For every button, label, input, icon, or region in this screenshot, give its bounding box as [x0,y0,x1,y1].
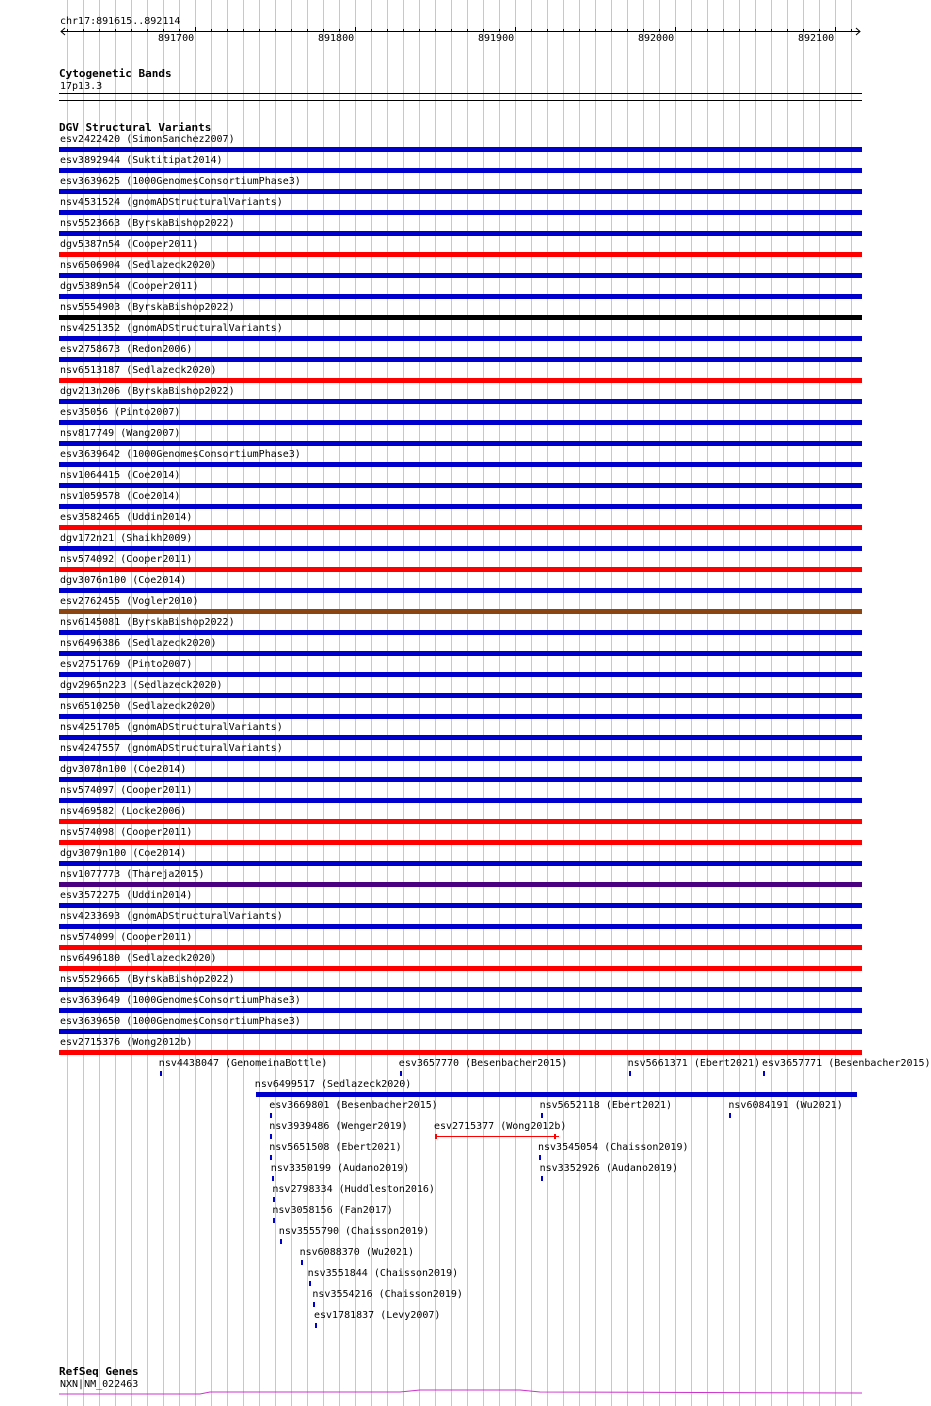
dgv-feature-bar[interactable] [270,1155,272,1160]
dgv-feature-label[interactable]: nsv6510250 (Sedlazeck2020) [60,701,217,712]
dgv-feature-bar[interactable] [59,1008,862,1013]
dgv-feature-bar[interactable] [59,714,862,719]
dgv-feature-bar[interactable] [273,1197,275,1202]
dgv-feature-bar[interactable] [270,1134,272,1139]
dgv-feature-bar[interactable] [59,483,862,488]
dgv-feature-bar[interactable] [59,777,862,782]
dgv-feature-label[interactable]: esv2715376 (Wong2012b) [60,1037,193,1048]
dgv-feature-label[interactable]: dgv3078n100 (Coe2014) [60,764,187,775]
dgv-feature-bar[interactable] [280,1239,282,1244]
dgv-feature-label[interactable]: esv3669801 (Besenbacher2015) [269,1100,438,1111]
dgv-feature-bar[interactable] [59,588,862,593]
dgv-feature-label[interactable]: esv2422420 (SimonSanchez2007) [60,134,235,145]
dgv-feature-label[interactable]: esv1781837 (Levy2007) [314,1310,441,1321]
dgv-feature-label[interactable]: nsv4531524 (gnomADStructuralVariants) [60,197,283,208]
dgv-feature-bar[interactable] [59,378,862,383]
dgv-feature-bar[interactable] [541,1113,543,1118]
dgv-feature-bar[interactable] [59,441,862,446]
dgv-feature-bar[interactable] [315,1323,317,1328]
dgv-track-title[interactable]: DGV Structural Variants [59,121,212,134]
dgv-feature-label[interactable]: nsv817749 (Wang2007) [60,428,181,439]
dgv-feature-label[interactable]: nsv4251352 (gnomADStructuralVariants) [60,323,283,334]
dgv-feature-bar[interactable] [59,924,862,929]
dgv-feature-label[interactable]: nsv1059578 (Coe2014) [60,491,181,502]
dgv-feature-label[interactable]: nsv5661371 (Ebert2021) [627,1058,761,1069]
dgv-feature-label[interactable]: nsv6506904 (Sedlazeck2020) [60,260,217,271]
dgv-feature-label[interactable]: nsv574092 (Cooper2011) [60,554,193,565]
dgv-feature-bar[interactable] [59,546,862,551]
dgv-feature-label[interactable]: nsv6496180 (Sedlazeck2020) [60,953,217,964]
dgv-feature-bar[interactable] [59,735,862,740]
dgv-feature-label[interactable]: esv3639625 (1000GenomesConsortiumPhase3) [60,176,301,187]
dgv-feature-label[interactable]: dgv5389n54 (Cooper2011) [60,281,199,292]
dgv-feature-label[interactable]: nsv3350199 (Audano2019) [270,1163,410,1174]
dgv-feature-bar[interactable] [59,357,862,362]
dgv-feature-label[interactable]: nsv6496386 (Sedlazeck2020) [60,638,217,649]
dgv-feature-label[interactable]: nsv4251705 (gnomADStructuralVariants) [60,722,283,733]
cytoband-divider [59,93,862,94]
dgv-feature-bar[interactable] [59,147,862,152]
dgv-feature-bar[interactable] [400,1071,402,1076]
ruler-tick-label: 891900 [478,33,515,44]
dgv-feature-label[interactable]: dgv3076n100 (Coe2014) [60,575,187,586]
dgv-feature-bar[interactable] [59,504,862,509]
dgv-feature-label[interactable]: esv3639650 (1000GenomesConsortiumPhase3) [60,1016,301,1027]
region-label: chr17:891615..892114 [60,16,181,27]
cytoband-label[interactable]: 17p13.3 [60,81,103,92]
dgv-feature-label[interactable]: nsv3551844 (Chaisson2019) [307,1268,459,1279]
dgv-feature-bar[interactable] [59,252,862,257]
dgv-feature-bar[interactable] [729,1113,731,1118]
dgv-feature-label[interactable]: nsv6499517 (Sedlazeck2020) [254,1079,412,1090]
dgv-feature-label[interactable]: nsv6088370 (Wu2021) [299,1247,414,1258]
dgv-feature-label[interactable]: nsv6084191 (Wu2021) [728,1100,843,1111]
dgv-feature-label[interactable]: esv35056 (Pinto2007) [60,407,181,418]
refseq-track-title[interactable]: RefSeq Genes [59,1365,139,1378]
dgv-feature-label[interactable]: esv3639642 (1000GenomesConsortiumPhase3) [60,449,301,460]
dgv-feature-label[interactable]: esv3892944 (Suktitipat2014) [60,155,223,166]
dgv-feature-bar[interactable] [59,420,862,425]
dgv-feature-label[interactable]: nsv5554903 (ByrskaBishop2022) [60,302,235,313]
ruler-tick-label: 891700 [158,33,195,44]
dgv-feature-label[interactable]: esv2758673 (Redon2006) [60,344,193,355]
dgv-feature-label[interactable]: esv3657771 (Besenbacher2015) [762,1058,931,1069]
dgv-feature-bar[interactable] [256,1092,858,1097]
dgv-feature-label[interactable]: nsv3352926 (Audano2019) [539,1163,679,1174]
dgv-feature-bar[interactable] [435,1136,559,1137]
dgv-feature-bar[interactable] [59,1029,862,1034]
dgv-feature-label[interactable]: nsv5529665 (ByrskaBishop2022) [60,974,235,985]
dgv-feature-label[interactable]: nsv3939486 (Wenger2019) [269,1121,408,1132]
dgv-feature-label[interactable]: nsv6513187 (Sedlazeck2020) [60,365,217,376]
dgv-feature-bar[interactable] [59,630,862,635]
dgv-feature-bar[interactable] [59,567,862,572]
cytoband-track-title[interactable]: Cytogenetic Bands [59,67,172,80]
dgv-feature-bar[interactable] [160,1071,162,1076]
dgv-feature-bar[interactable] [59,756,862,761]
dgv-feature-bar[interactable] [59,315,862,320]
dgv-feature-bar[interactable] [59,294,862,299]
dgv-feature-label[interactable]: nsv3554216 (Chaisson2019) [312,1289,463,1300]
ruler-tick-label: 892100 [798,33,835,44]
dgv-feature-bar[interactable] [539,1155,541,1160]
dgv-feature-label[interactable]: nsv3545054 (Chaisson2019) [538,1142,689,1153]
dgv-feature-bar[interactable] [59,861,862,866]
dgv-feature-bar[interactable] [59,336,862,341]
dgv-feature-bar[interactable] [59,609,862,614]
dgv-feature-label[interactable]: dgv2965n223 (Sedlazeck2020) [60,680,223,691]
dgv-feature-label[interactable]: esv3657770 (Besenbacher2015) [398,1058,568,1069]
dgv-feature-label[interactable]: esv3582465 (Uddin2014) [60,512,193,523]
dgv-feature-bar[interactable] [59,693,862,698]
dgv-feature-bar[interactable] [59,882,862,887]
dgv-feature-label[interactable]: nsv4438047 (GenomeinaBottle) [158,1058,328,1069]
dgv-feature-label[interactable]: nsv574098 (Cooper2011) [60,827,193,838]
refseq-gene-label[interactable]: NXN|NM_022463 [60,1379,139,1390]
dgv-feature-label[interactable]: esv2762455 (Vogler2010) [60,596,199,607]
ruler-tick-label: 892000 [638,33,675,44]
dgv-feature-bar[interactable] [59,231,862,236]
dgv-feature-label[interactable]: esv2715377 (Wong2012b) [434,1121,567,1132]
dgv-feature-bar[interactable] [313,1302,315,1307]
dgv-feature-bar[interactable] [59,798,862,803]
dgv-feature-label[interactable]: nsv469582 (Locke2006) [60,806,187,817]
dgv-feature-bar[interactable] [59,399,862,404]
dgv-feature-label[interactable]: nsv3555790 (Chaisson2019) [278,1226,430,1237]
dgv-feature-bar[interactable] [59,819,862,824]
dgv-feature-bar[interactable] [273,1218,275,1223]
dgv-feature-label[interactable]: dgv172n21 (Shaikh2009) [60,533,193,544]
dgv-feature-label[interactable]: nsv5523663 (ByrskaBishop2022) [60,218,235,229]
dgv-feature-bar[interactable] [59,651,862,656]
cytoband-divider-bottom [59,100,862,101]
dgv-feature-bar[interactable] [309,1281,311,1286]
dgv-feature-bar[interactable] [59,525,862,530]
dgv-feature-label[interactable]: nsv1077773 (Thareja2015) [60,869,205,880]
ruler-tick-label: 891800 [318,33,355,44]
dgv-feature-bar[interactable] [59,462,862,467]
dgv-feature-label[interactable]: esv3639649 (1000GenomesConsortiumPhase3) [60,995,301,1006]
dgv-feature-label[interactable]: nsv3058156 (Fan2017) [272,1205,393,1216]
dgv-feature-label[interactable]: nsv4247557 (gnomADStructuralVariants) [60,743,283,754]
dgv-feature-bar[interactable] [59,945,862,950]
dgv-feature-bar[interactable] [59,987,862,992]
dgv-feature-label[interactable]: nsv2798334 (Huddleston2016) [272,1184,435,1195]
dgv-feature-bar[interactable] [272,1176,274,1181]
dgv-feature-bar[interactable] [59,840,862,845]
dgv-feature-bar[interactable] [59,189,862,194]
dgv-feature-bar[interactable] [59,672,862,677]
dgv-feature-bar[interactable] [59,966,862,971]
dgv-feature-label[interactable]: esv2751769 (Pinto2007) [60,659,193,670]
dgv-feature-bar[interactable] [59,168,862,173]
dgv-feature-label[interactable]: nsv5652118 (Ebert2021) [539,1100,673,1111]
dgv-feature-bar[interactable] [59,273,862,278]
dgv-feature-label[interactable]: nsv574099 (Cooper2011) [60,932,193,943]
dgv-feature-bar[interactable] [59,903,862,908]
dgv-feature-bar[interactable] [541,1176,543,1181]
dgv-feature-label[interactable]: dgv213n206 (ByrskaBishop2022) [60,386,235,397]
dgv-feature-bar[interactable] [763,1071,765,1076]
dgv-feature-bar[interactable] [301,1260,303,1265]
dgv-feature-label[interactable]: nsv6145081 (ByrskaBishop2022) [60,617,235,628]
dgv-feature-label[interactable]: dgv3079n100 (Coe2014) [60,848,187,859]
dgv-feature-label[interactable]: dgv5387n54 (Cooper2011) [60,239,199,250]
dgv-feature-bar[interactable] [59,210,862,215]
dgv-feature-bar[interactable] [59,1050,862,1055]
dgv-feature-label[interactable]: nsv5651508 (Ebert2021) [269,1142,402,1153]
dgv-feature-bar[interactable] [629,1071,631,1076]
dgv-feature-label[interactable]: nsv4233693 (gnomADStructuralVariants) [60,911,283,922]
dgv-feature-label[interactable]: nsv574097 (Cooper2011) [60,785,193,796]
dgv-feature-bar[interactable] [270,1113,272,1118]
dgv-feature-label[interactable]: esv3572275 (Uddin2014) [60,890,193,901]
dgv-feature-label[interactable]: nsv1064415 (Coe2014) [60,470,181,481]
